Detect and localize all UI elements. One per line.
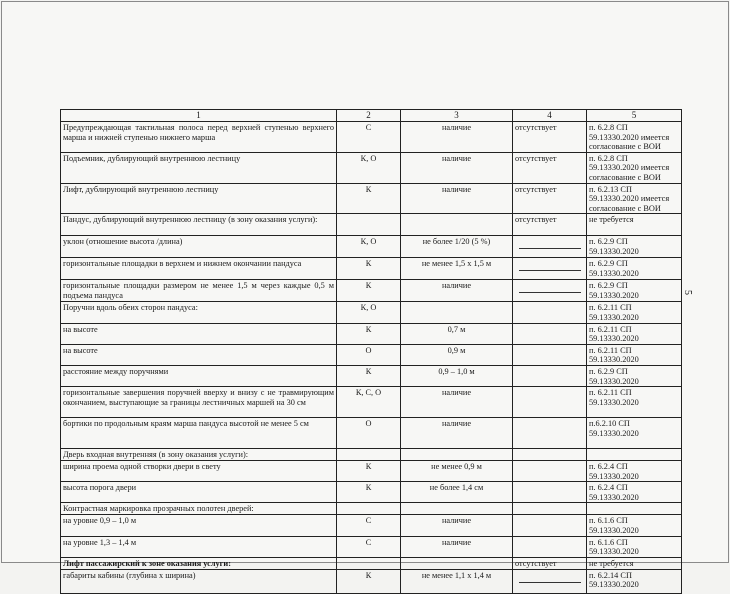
cell-col-5: п. 6.2.13 СП 59.13330.2020 имеется согласование с ВОИ bbox=[587, 183, 682, 214]
cell-col-2 bbox=[337, 449, 401, 461]
header-cell-5: 5 bbox=[587, 110, 682, 122]
cell-col-3: наличие bbox=[401, 122, 513, 153]
blank-line bbox=[519, 241, 581, 249]
table-row bbox=[61, 280, 682, 302]
cell-col-4: отсутствует bbox=[513, 557, 587, 569]
table-row bbox=[61, 183, 682, 214]
cell-col-3: не менее 0,9 м bbox=[401, 461, 513, 482]
cell-col-3 bbox=[401, 503, 513, 515]
table-row bbox=[61, 387, 682, 418]
cell-col-4: отсутствует bbox=[513, 214, 587, 236]
cell-col-2: К, С, О bbox=[337, 387, 401, 418]
cell-col-3: наличие bbox=[401, 152, 513, 183]
cell-col-2 bbox=[337, 214, 401, 236]
table-row bbox=[61, 258, 682, 280]
cell-col-2: К bbox=[337, 569, 401, 593]
cell-col-3: не менее 1,5 х 1,5 м bbox=[401, 258, 513, 280]
cell-col-1: Подъемник, дублирующий внутреннюю лестницу bbox=[61, 152, 337, 183]
cell-col-2: О bbox=[337, 418, 401, 449]
cell-col-1: на уровне 0,9 – 1,0 м bbox=[61, 515, 337, 536]
cell-col-4 bbox=[513, 258, 587, 280]
cell-col-2: С bbox=[337, 536, 401, 557]
cell-col-5: п. 6.2.9 СП 59.13330.2020 bbox=[587, 365, 682, 386]
cell-col-1: на высоте bbox=[61, 323, 337, 344]
cell-col-5: п. 6.2.4 СП 59.13330.2020 bbox=[587, 482, 682, 503]
cell-col-5: п. 6.2.9 СП 59.13330.2020 bbox=[587, 258, 682, 280]
table-row bbox=[61, 557, 682, 569]
header-cell-2: 2 bbox=[337, 110, 401, 122]
cell-col-4 bbox=[513, 344, 587, 365]
cell-col-1: Лифт пассажирский к зоне оказания услуги: bbox=[61, 557, 337, 569]
blank-line bbox=[519, 285, 581, 293]
cell-col-5: п. 6.1.6 СП 59.13330.2020 bbox=[587, 536, 682, 557]
cell-col-3: наличие bbox=[401, 280, 513, 302]
cell-col-2: О bbox=[337, 344, 401, 365]
cell-col-2: С bbox=[337, 515, 401, 536]
cell-col-1: Предупреждающая тактильная полоса перед верхней ступенью верхнего марша и нижней ступенью нижнего марша bbox=[61, 122, 337, 153]
cell-col-2: К bbox=[337, 280, 401, 302]
cell-col-1: уклон (отношение высота /длина) bbox=[61, 236, 337, 258]
table-row bbox=[61, 214, 682, 236]
cell-col-4 bbox=[513, 482, 587, 503]
cell-col-2 bbox=[337, 557, 401, 569]
cell-col-1: горизонтальные площадки размером не менее 1,5 м через каждые 0,5 м подъема пандуса bbox=[61, 280, 337, 302]
cell-col-1: на уровне 1,3 – 1,4 м bbox=[61, 536, 337, 557]
cell-col-5: п. 6.2.11 СП 59.13330.2020 bbox=[587, 302, 682, 323]
cell-col-3: 0,7 м bbox=[401, 323, 513, 344]
cell-col-4 bbox=[513, 323, 587, 344]
cell-col-2: К, О bbox=[337, 302, 401, 323]
cell-col-2: К bbox=[337, 258, 401, 280]
table-row bbox=[61, 152, 682, 183]
header-cell-1: 1 bbox=[61, 110, 337, 122]
cell-col-2: К bbox=[337, 365, 401, 386]
document-page bbox=[1, 1, 729, 590]
cell-col-4: отсутствует bbox=[513, 183, 587, 214]
cell-col-5 bbox=[587, 503, 682, 515]
cell-col-5: п. 6.2.4 СП 59.13330.2020 bbox=[587, 461, 682, 482]
cell-col-5: не требуется bbox=[587, 557, 682, 569]
cell-col-1: горизонтальные завершения поручней вверху и внизу с не травмирующим окончанием, выступающие за границы лестничных маршей на 30 см bbox=[61, 387, 337, 418]
cell-col-2: К bbox=[337, 323, 401, 344]
cell-col-2: К bbox=[337, 461, 401, 482]
table-row bbox=[61, 344, 682, 365]
cell-col-4 bbox=[513, 365, 587, 386]
cell-col-4 bbox=[513, 461, 587, 482]
cell-col-1: на высоте bbox=[61, 344, 337, 365]
cell-col-2: К, О bbox=[337, 152, 401, 183]
cell-col-5: п.6.2.10 СП 59.13330.2020 bbox=[587, 418, 682, 449]
table-row bbox=[61, 569, 682, 593]
cell-col-3: наличие bbox=[401, 418, 513, 449]
cell-col-4 bbox=[513, 236, 587, 258]
table-row bbox=[61, 449, 682, 461]
header-cell-3: 3 bbox=[401, 110, 513, 122]
cell-col-1: Дверь входная внутренняя (в зону оказания услуги): bbox=[61, 449, 337, 461]
table-row bbox=[61, 323, 682, 344]
cell-col-3 bbox=[401, 214, 513, 236]
cell-col-5: п. 6.2.11 СП 59.13330.2020 bbox=[587, 344, 682, 365]
cell-col-5: п. 6.2.11 СП 59.13330.2020 bbox=[587, 323, 682, 344]
cell-col-5: п. 6.2.9 СП 59.13330.2020 bbox=[587, 236, 682, 258]
cell-col-4 bbox=[513, 280, 587, 302]
cell-col-3: не менее 1,1 х 1,4 м bbox=[401, 569, 513, 593]
cell-col-1: Лифт, дублирующий внутреннюю лестницу bbox=[61, 183, 337, 214]
cell-col-4: отсутствует bbox=[513, 122, 587, 153]
cell-col-3 bbox=[401, 302, 513, 323]
cell-col-3 bbox=[401, 557, 513, 569]
cell-col-3: 0,9 м bbox=[401, 344, 513, 365]
cell-col-3: наличие bbox=[401, 515, 513, 536]
table-row bbox=[61, 461, 682, 482]
blank-line bbox=[519, 263, 581, 271]
cell-col-4 bbox=[513, 569, 587, 593]
cell-col-2: С bbox=[337, 122, 401, 153]
table-row bbox=[61, 418, 682, 449]
cell-col-4 bbox=[513, 387, 587, 418]
table-row bbox=[61, 503, 682, 515]
cell-col-4 bbox=[513, 449, 587, 461]
table-header-row bbox=[61, 110, 682, 122]
cell-col-1: расстояние между поручнями bbox=[61, 365, 337, 386]
cell-col-4: отсутствует bbox=[513, 152, 587, 183]
cell-col-3: не более 1,4 см bbox=[401, 482, 513, 503]
cell-col-2: К bbox=[337, 482, 401, 503]
cell-col-1: Поручни вдоль обеих сторон пандуса: bbox=[61, 302, 337, 323]
header-cell-4: 4 bbox=[513, 110, 587, 122]
cell-col-3: наличие bbox=[401, 536, 513, 557]
cell-col-4 bbox=[513, 536, 587, 557]
cell-col-1: Контрастная маркировка прозрачных полотен дверей: bbox=[61, 503, 337, 515]
table-row bbox=[61, 536, 682, 557]
cell-col-5: п. 6.2.8 СП 59.13330.2020 имеется согласование с ВОИ bbox=[587, 122, 682, 153]
cell-col-1: габариты кабины (глубина х ширина) bbox=[61, 569, 337, 593]
cell-col-5: п. 6.1.6 СП 59.13330.2020 bbox=[587, 515, 682, 536]
table-row bbox=[61, 302, 682, 323]
cell-col-2: К bbox=[337, 183, 401, 214]
cell-col-1: горизонтальные площадки в верхнем и нижнем окончании пандуса bbox=[61, 258, 337, 280]
cell-col-5: не требуется bbox=[587, 214, 682, 236]
cell-col-2 bbox=[337, 503, 401, 515]
table-row bbox=[61, 515, 682, 536]
cell-col-4 bbox=[513, 302, 587, 323]
accessibility-table bbox=[60, 109, 682, 594]
cell-col-3 bbox=[401, 449, 513, 461]
page-number: 5 bbox=[682, 290, 693, 295]
cell-col-1: ширина проема одной створки двери в свету bbox=[61, 461, 337, 482]
cell-col-3: наличие bbox=[401, 387, 513, 418]
table-row bbox=[61, 365, 682, 386]
cell-col-5 bbox=[587, 449, 682, 461]
blank-line bbox=[519, 575, 581, 583]
table-row bbox=[61, 236, 682, 258]
cell-col-4 bbox=[513, 418, 587, 449]
cell-col-1: Пандус, дублирующий внутреннюю лестницу (в зону оказания услуги): bbox=[61, 214, 337, 236]
cell-col-5: п. 6.2.8 СП 59.13330.2020 имеется согласование с ВОИ bbox=[587, 152, 682, 183]
cell-col-5: п. 6.2.14 СП 59.13330.2020 bbox=[587, 569, 682, 593]
table-row bbox=[61, 482, 682, 503]
table-row bbox=[61, 122, 682, 153]
cell-col-5: п. 6.2.11 СП 59.13330.2020 bbox=[587, 387, 682, 418]
cell-col-4 bbox=[513, 515, 587, 536]
cell-col-5: п. 6.2.9 СП 59.13330.2020 bbox=[587, 280, 682, 302]
cell-col-1: бортики по продольным краям марша пандуса высотой не менее 5 см bbox=[61, 418, 337, 449]
cell-col-3: не более 1/20 (5 %) bbox=[401, 236, 513, 258]
cell-col-3: 0,9 – 1,0 м bbox=[401, 365, 513, 386]
cell-col-4 bbox=[513, 503, 587, 515]
cell-col-3: наличие bbox=[401, 183, 513, 214]
cell-col-1: высота порога двери bbox=[61, 482, 337, 503]
cell-col-2: К, О bbox=[337, 236, 401, 258]
